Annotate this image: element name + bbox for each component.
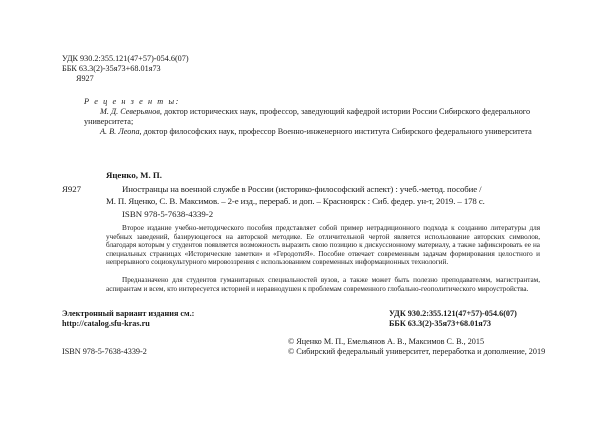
abstract-paragraph-1: Второе издание учебно-методического пособия представляет собой пример нетрадиционного подхода к созданию литературы для учебных заведений, базирующегося на авторской методике. Ее отличительной чертой является использование авторских символов, благодаря которым у студентов появляется возможность выразить свою позицию к дискуссионному материалу, а также зафиксировать ее на специальных страницах «Исторические заметки» и «ГеродотиЯ». Пособие отвечает современным задачам формирования целостного и непрерывного социокультурного мировоззрения с использованием современных информационных технологий. <box>106 224 540 267</box>
reviewer-1-name: М. Д. Северьянов, <box>100 107 162 116</box>
reviewer-1-text: доктор исторических наук, профессор, заведующий кафедрой истории России Сибирского федерального университета; <box>84 107 531 126</box>
copyright-authors: © Яценко М. П., Емельянов А. В., Максимов С. В., 2015 <box>288 337 485 346</box>
title-line-2: М. П. Яценко, С. В. Максимов. – 2-е изд., перераб. и доп. – Красноярск : Сиб. федер. ун-т, 2019. – 178 с. <box>106 196 485 206</box>
abstract-paragraph-2: Предназначено для студентов гуманитарных специальностей вузов, а также может быть полезно преподавателям, магистрантам, аспирантам и всем, кто интересуется историей и неравнодушен к проблемам современного глобально-геополитического мироустройства. <box>106 276 540 293</box>
reviewer-2 <box>84 127 540 137</box>
reviewers-heading: Р е ц е н з е н т ы: <box>84 97 180 106</box>
title-line-1: Иностранцы на военной службе в России (историко-философский аспект) : учеб.-метод. пособие / <box>122 184 482 194</box>
udk-code: УДК 930.2:355.121(47+57)-054.6(07) <box>62 54 189 63</box>
entry-isbn: ISBN 978-5-7638-4339-2 <box>122 209 214 219</box>
reviewer-1 <box>84 107 540 126</box>
bbk-code-bottom: ББК 63.3(2)-35я73+68.01я73 <box>389 319 491 328</box>
entry-author-mark: Я927 <box>62 184 82 194</box>
copyright-university: © Сибирский федеральный университет, переработка и дополнение, 2019 <box>288 347 546 356</box>
author-heading: Яценко, М. П. <box>106 170 162 180</box>
footer-isbn: ISBN 978-5-7638-4339-2 <box>62 347 147 356</box>
author-mark: Я927 <box>76 74 94 83</box>
reviewer-2-name: А. В. Леопа, <box>100 127 142 136</box>
reviewer-2-text: доктор философских наук, профессор Военно-инженерного института Сибирского федерального университета <box>141 127 532 136</box>
bbk-code: ББК 63.3(2)-35я73+68.01я73 <box>62 64 161 73</box>
catalog-link[interactable]: http://catalog.sfu-kras.ru <box>62 319 150 328</box>
udk-code-bottom: УДК 930.2:355.121(47+57)-054.6(07) <box>389 309 517 318</box>
electronic-version-label: Электронный вариант издания см.: <box>62 309 195 318</box>
